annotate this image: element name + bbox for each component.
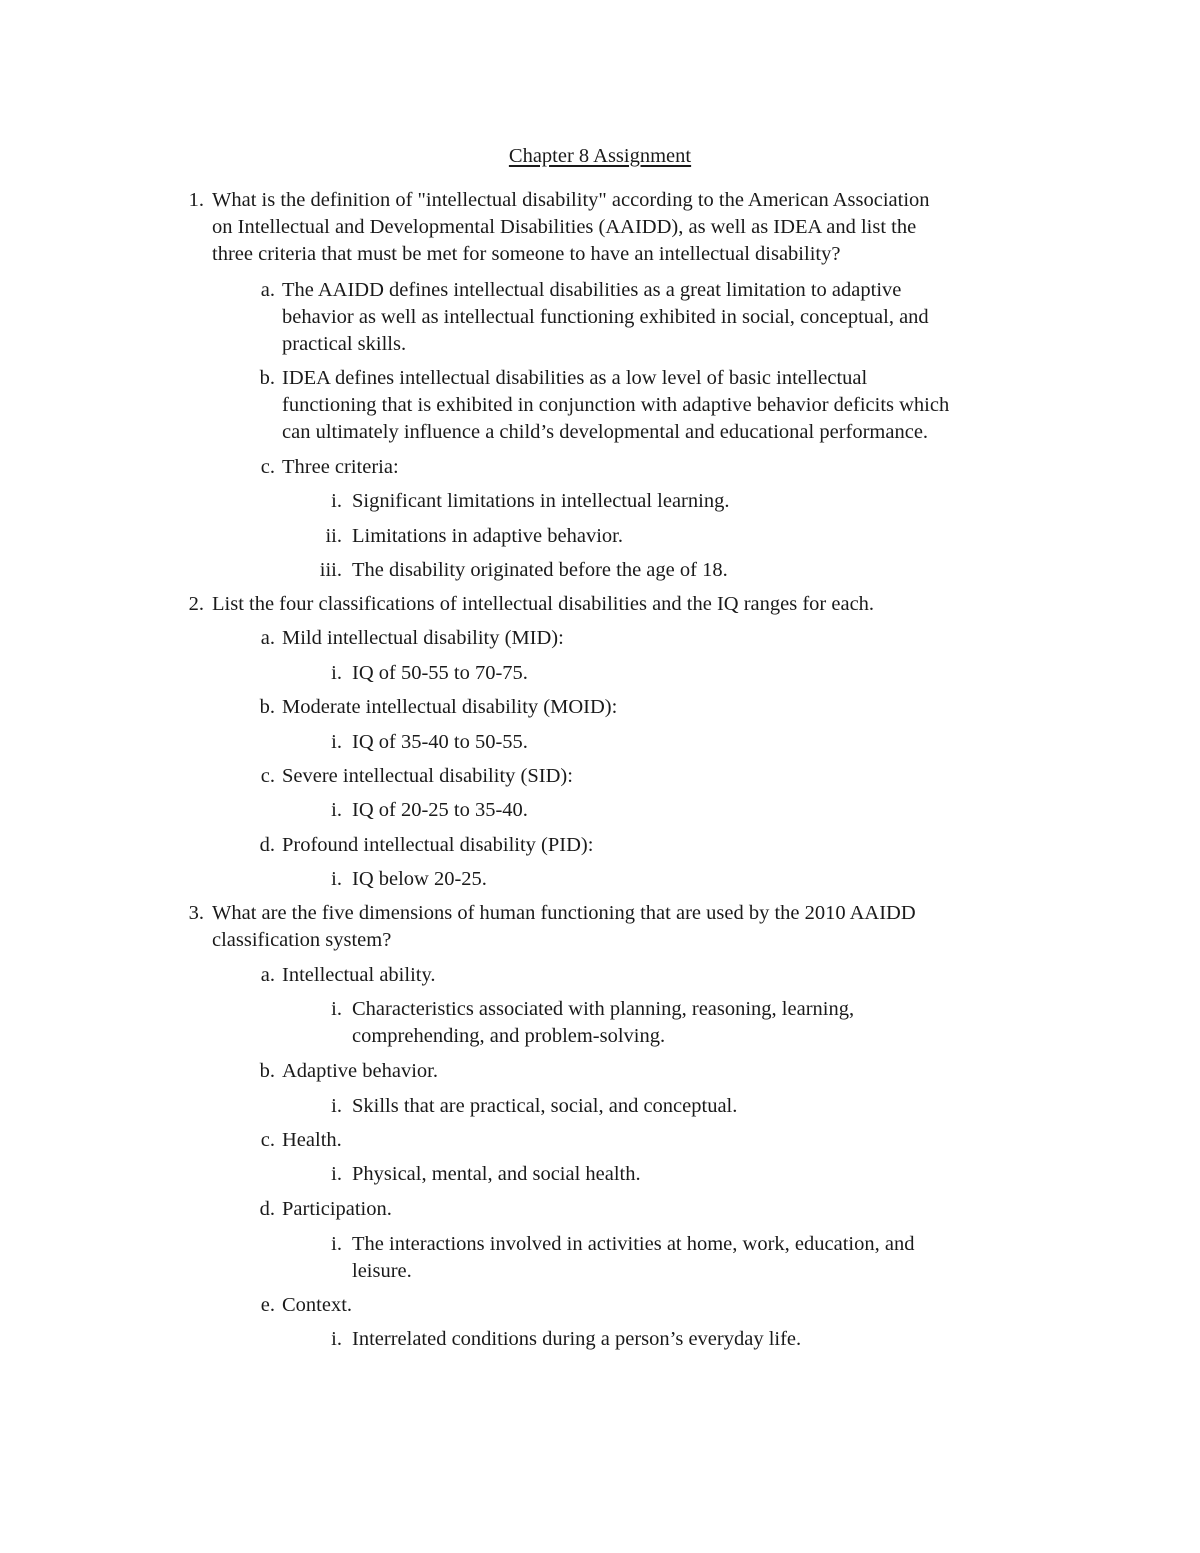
criteria-text: Significant limitations in intellectual learning. (352, 490, 730, 512)
question-number: 1. (188, 189, 204, 211)
dimension-text: Intellectual ability. (282, 964, 436, 986)
item-letter: c. (260, 765, 275, 787)
item-roman: ii. (325, 525, 342, 547)
text-line: practical skills. (282, 333, 407, 355)
item-roman: i. (331, 662, 342, 684)
question-number: 3. (188, 902, 204, 924)
iq-range-text: IQ below 20-25. (352, 868, 487, 890)
dimension-text: Participation. (282, 1198, 392, 1220)
criteria-text: The disability originated before the age of 18. (352, 559, 728, 581)
text-line: What are the five dimensions of human functioning that are used by the 2010 AAIDD (212, 902, 916, 924)
item-letter: e. (260, 1294, 275, 1316)
text-line: can ultimately influence a child’s developmental and educational performance. (282, 421, 929, 443)
question-number: 2. (188, 593, 204, 615)
text-line: classification system? (212, 929, 392, 951)
item-letter: a. (260, 279, 275, 301)
text-line: IDEA defines intellectual disabilities as a low level of basic intellectual (282, 367, 868, 389)
item-letter: a. (260, 964, 275, 986)
answer-text (282, 277, 929, 358)
criteria-text: Limitations in adaptive behavior. (352, 525, 623, 547)
document-title: Chapter 8 Assignment (508, 145, 692, 167)
text-line: functioning that is exhibited in conjunction with adaptive behavior deficits which (282, 394, 950, 416)
iq-range-text: IQ of 20-25 to 35-40. (352, 799, 528, 821)
classification-text: Mild intellectual disability (MID): (282, 627, 564, 649)
item-letter: b. (259, 696, 275, 718)
item-letter: b. (259, 367, 275, 389)
text-line: The interactions involved in activities at home, work, education, and (352, 1233, 915, 1255)
item-letter: a. (260, 627, 275, 649)
dimension-text: Adaptive behavior. (282, 1060, 438, 1082)
text-line: comprehending, and problem-solving. (352, 1025, 666, 1047)
iq-range-text: IQ of 50-55 to 70-75. (352, 662, 528, 684)
answer-text (282, 365, 949, 446)
text-line: behavior as well as intellectual functioning exhibited in social, conceptual, and (282, 306, 929, 328)
item-roman: i. (331, 1328, 342, 1350)
item-letter: c. (260, 1129, 275, 1151)
item-roman: i. (331, 998, 342, 1020)
dimension-detail-text: Skills that are practical, social, and conceptual. (352, 1095, 738, 1117)
dimension-detail-text: Interrelated conditions during a person’s everyday life. (352, 1328, 802, 1350)
text-line: on Intellectual and Developmental Disabilities (AAIDD), as well as IDEA and list the (212, 216, 917, 238)
dimension-text: Health. (282, 1129, 342, 1151)
item-roman: i. (331, 868, 342, 890)
item-letter: c. (260, 456, 275, 478)
question-text (212, 187, 930, 268)
answer-text: Three criteria: (282, 456, 399, 478)
iq-range-text: IQ of 35-40 to 50-55. (352, 731, 528, 753)
text-line: The AAIDD defines intellectual disabilities as a great limitation to adaptive (282, 279, 902, 301)
classification-text: Severe intellectual disability (SID): (282, 765, 573, 787)
dimension-detail-text (352, 1231, 914, 1285)
item-roman: iii. (319, 559, 342, 581)
item-letter: d. (259, 1198, 275, 1220)
text-line: three criteria that must be met for someone to have an intellectual disability? (212, 243, 841, 265)
item-letter: d. (259, 834, 275, 856)
item-roman: i. (331, 731, 342, 753)
dimension-text: Context. (282, 1294, 353, 1316)
item-roman: i. (331, 1095, 342, 1117)
text-line: What is the definition of "intellectual disability" according to the American Association (212, 189, 930, 211)
item-letter: b. (259, 1060, 275, 1082)
question-text: List the four classifications of intellectual disabilities and the IQ ranges for each. (212, 593, 875, 615)
text-line: Characteristics associated with planning, reasoning, learning, (352, 998, 855, 1020)
classification-text: Profound intellectual disability (PID): (282, 834, 594, 856)
text-line: leisure. (352, 1260, 412, 1282)
item-roman: i. (331, 1163, 342, 1185)
question-text (212, 900, 916, 954)
item-roman: i. (331, 799, 342, 821)
dimension-detail-text: Physical, mental, and social health. (352, 1163, 641, 1185)
classification-text: Moderate intellectual disability (MOID): (282, 696, 618, 718)
item-roman: i. (331, 1233, 342, 1255)
item-roman: i. (331, 490, 342, 512)
dimension-detail-text (352, 996, 854, 1050)
